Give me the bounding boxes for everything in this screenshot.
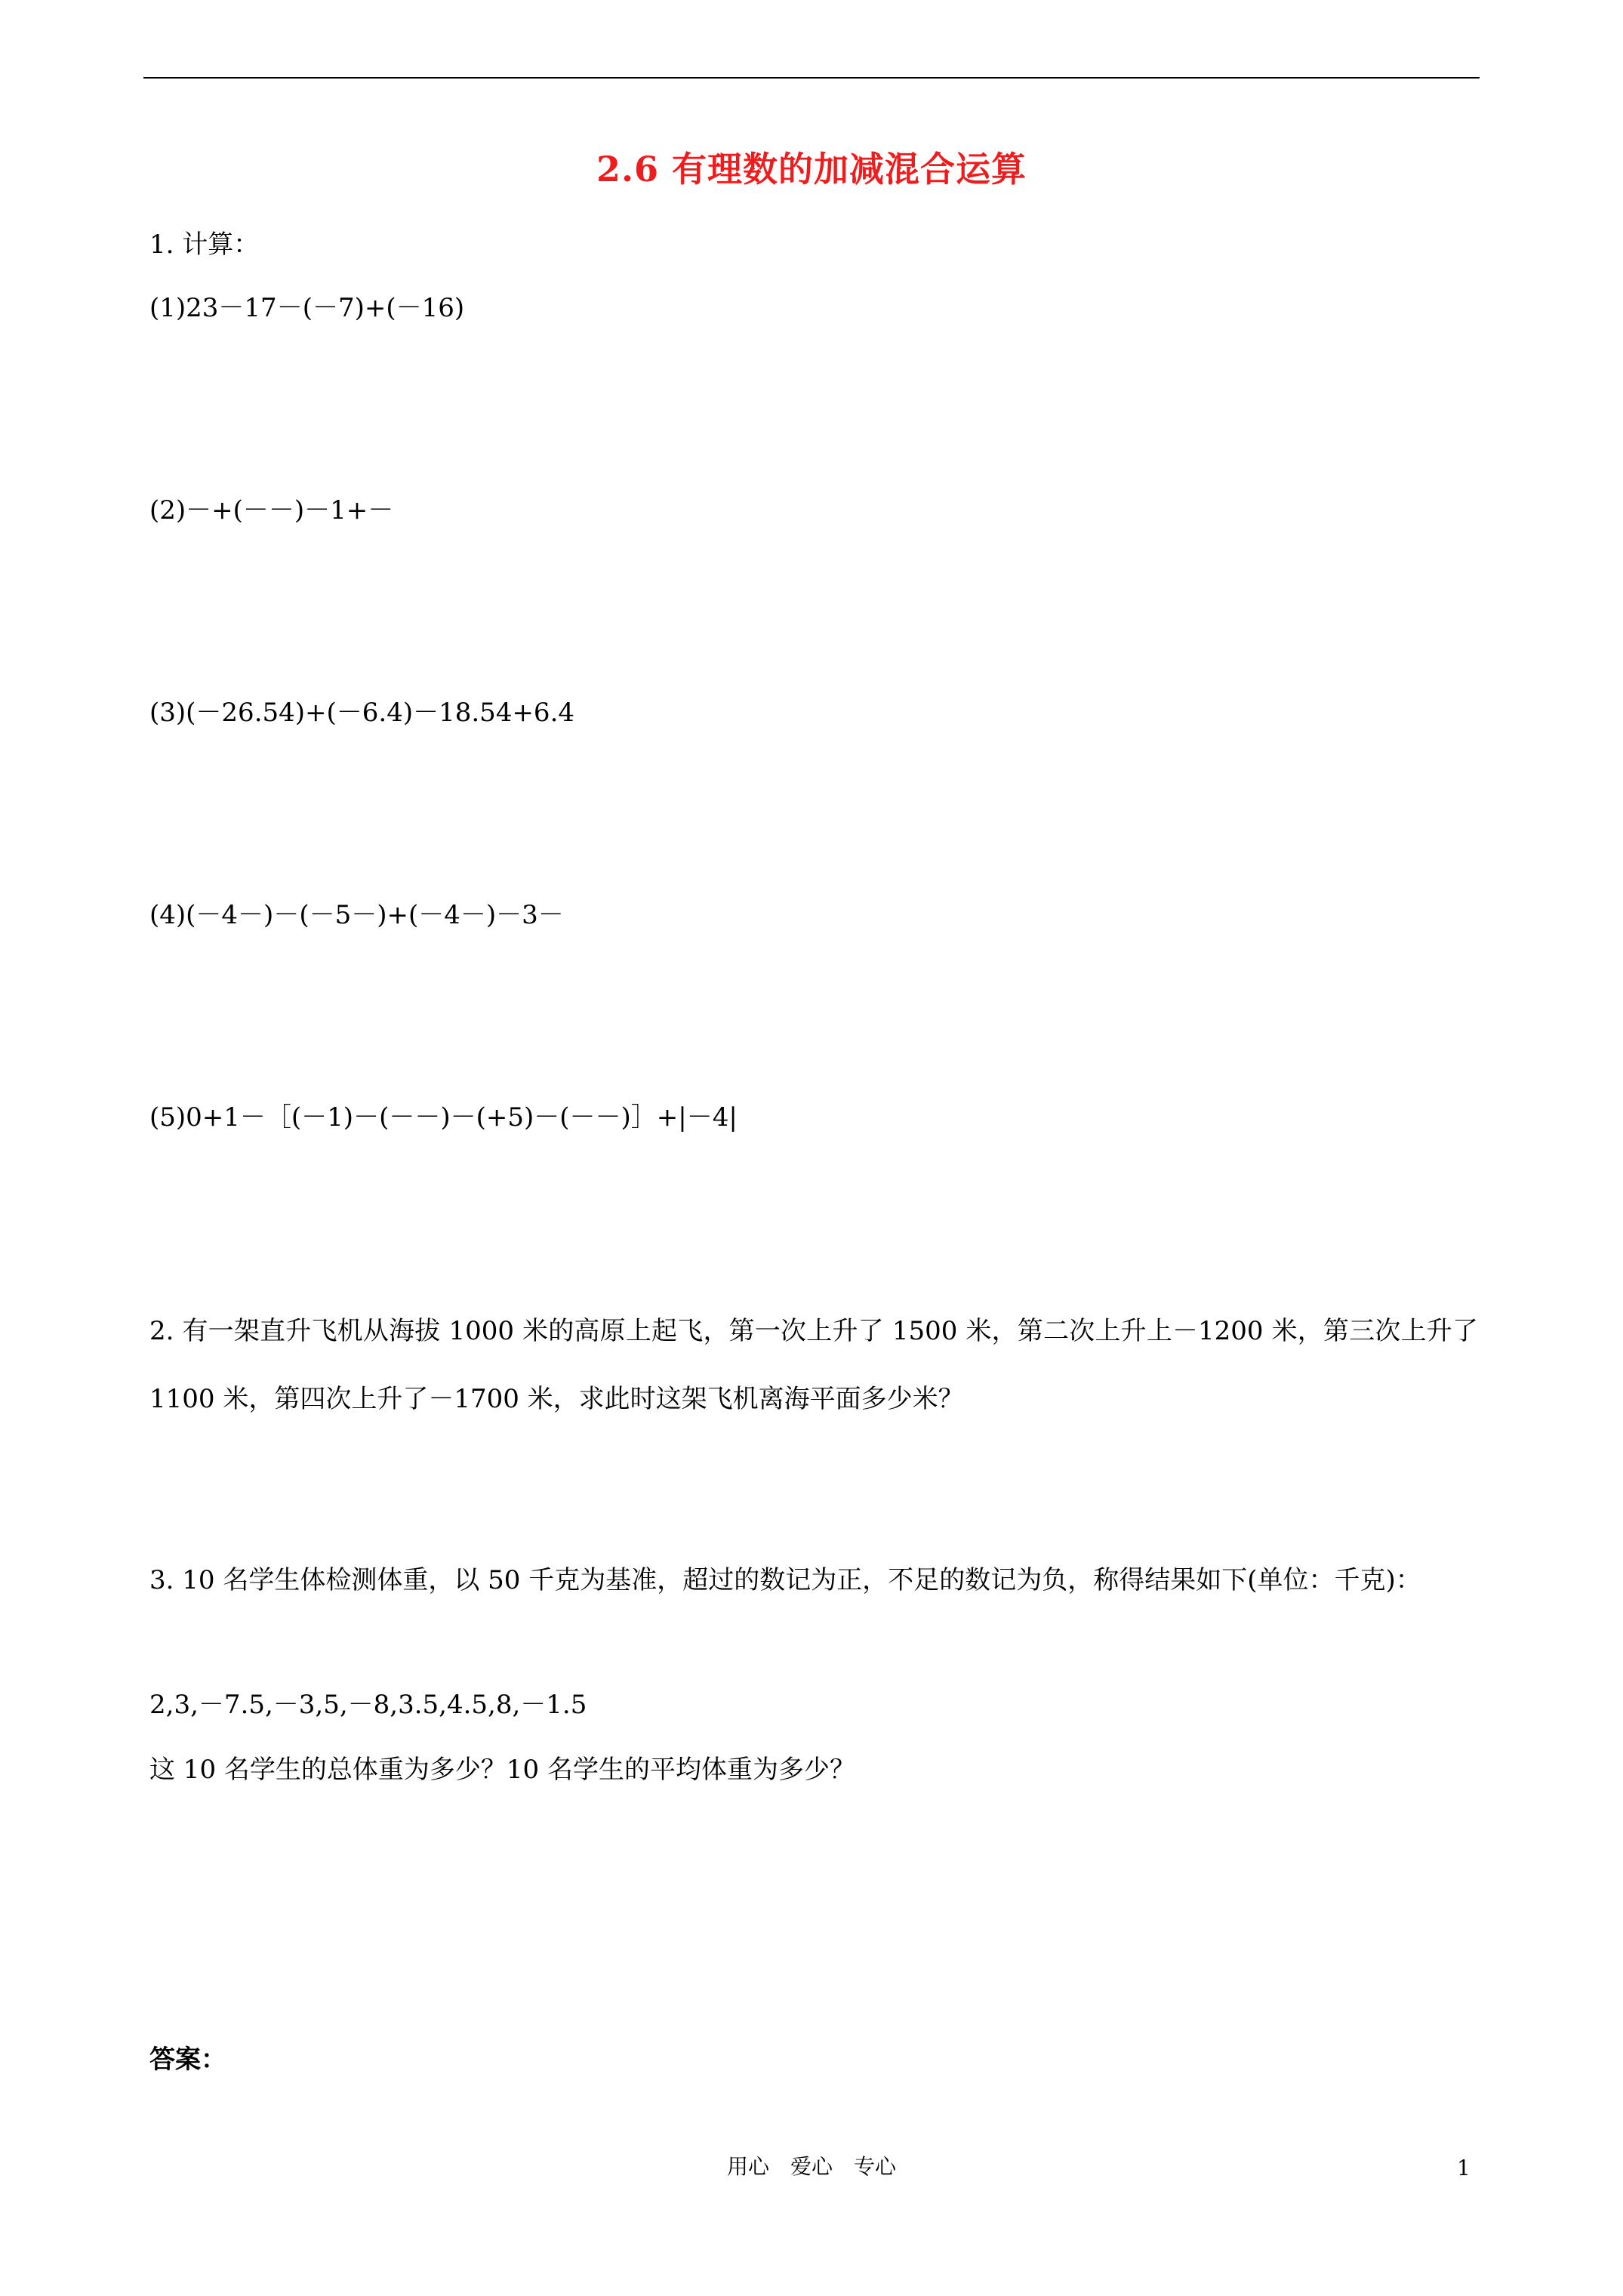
q1-item-5: (5)0+1－［(－1)－(－－)－(+5)－(－－)］+|－4| [149,1102,738,1133]
q1-heading: 1. 计算： [149,230,260,260]
q2-text: 2. 有一架直升飞机从海拔 1000 米的高原上起飞，第一次上升了 1500 米，第二次上升上－1200 米，第三次上升了 1100 米，第四次上升了－1700 米，求此时这架飞机离海平面多少米？ [149,1316,1478,1414]
q1-item-4: (4)(－4－)－(－5－)+(－4－)－3－ [149,900,564,930]
q3-question: 这 10 名学生的总体重为多少？10 名学生的平均体重为多少？ [149,1755,855,1785]
q3-text: 3. 10 名学生体检测体重，以 50 千克为基准，超过的数记为正，不足的数记为负，称得结果如下(单位：千克)： [149,1565,1421,1595]
q1-item-2: (2)－+(－－)－1+－ [149,495,394,525]
header-rule [143,77,1480,79]
q1-item-1: (1)23－17－(－7)+(－16) [149,293,465,323]
q1-item-3: (3)(－26.54)+(－6.4)－18.54+6.4 [149,698,575,728]
page-number: 1 [1457,2156,1471,2180]
answer-label: 答案： [149,2045,226,2075]
footer-text: 用心 爱心 专心 [726,2154,896,2179]
document-title: 2.6 有理数的加减混合运算 [596,149,1027,190]
q3-values: 2,3,－7.5,－3,5,－8,3.5,4.5,8,－1.5 [149,1690,587,1720]
